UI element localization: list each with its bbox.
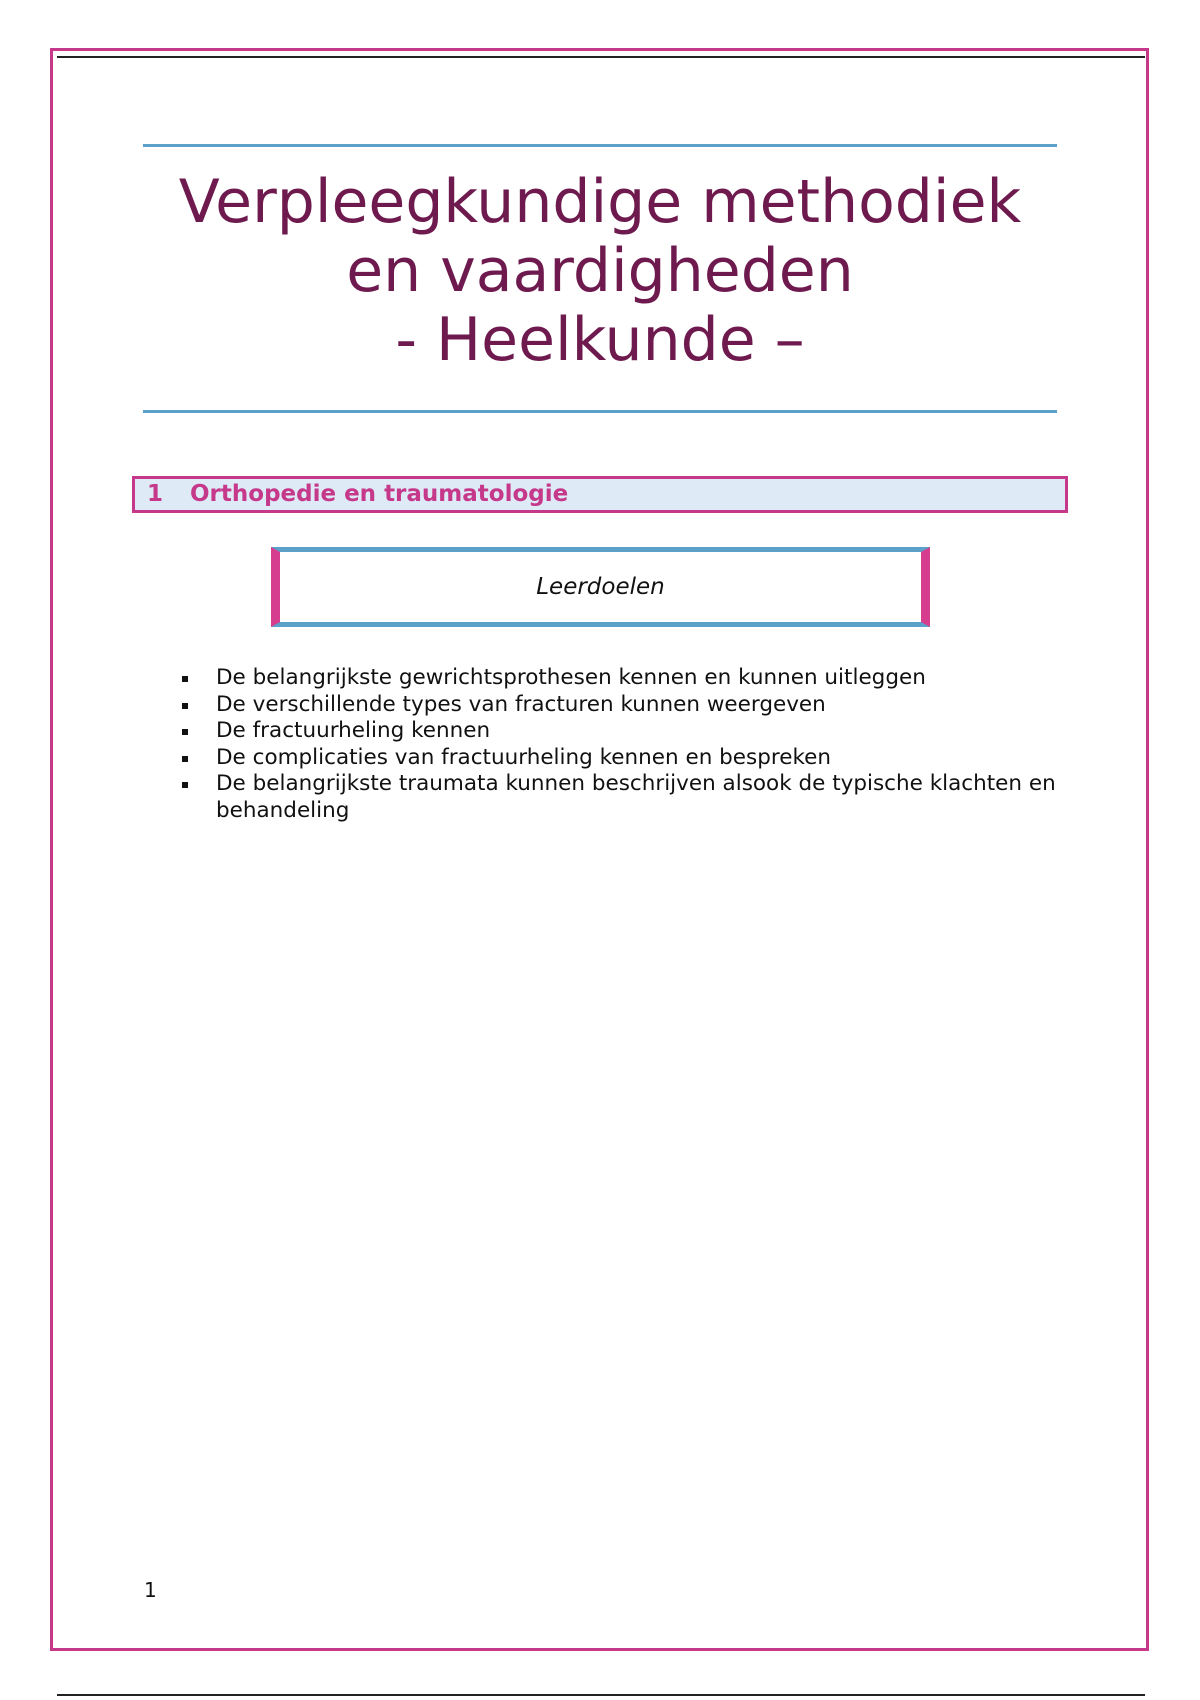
section-heading [132, 476, 1068, 513]
objectives-heading-box [271, 547, 930, 627]
header-rule [57, 56, 1145, 58]
title-line-3: - Heelkunde – [395, 305, 805, 375]
title-line-1: Verpleegkundige methodiek [178, 167, 1022, 237]
section-title: Orthopedie en traumatologie [190, 481, 569, 507]
list-item-text: De belangrijkste gewrichtsprothesen kennen en kunnen uitleggen [216, 665, 926, 690]
list-item-text: De complicaties van fractuurheling kennen en bespreken [216, 744, 832, 770]
next-page-rule [57, 1694, 1145, 1696]
document-title [143, 168, 1057, 375]
square-bullet-icon [182, 782, 188, 788]
square-bullet-icon [182, 676, 188, 682]
list-item-text: De fractuurheling kennen [216, 718, 491, 743]
objectives-list [180, 665, 1060, 824]
square-bullet-icon [182, 703, 188, 709]
list-item-text: De belangrijkste traumata kunnen beschrijven alsook de typische klachten en behandeling [216, 771, 1056, 823]
list-item [180, 745, 1060, 772]
list-item [180, 665, 1060, 692]
title-rule-bottom [143, 410, 1057, 413]
list-item-text: De verschillende types van fracturen kunnen weergeven [216, 691, 826, 717]
list-item [180, 771, 1060, 824]
title-line-2: en vaardigheden [346, 236, 854, 306]
list-item [180, 718, 1060, 745]
section-number: 1 [147, 481, 164, 507]
objectives-heading: Leerdoelen [536, 574, 665, 600]
list-item [180, 692, 1060, 719]
square-bullet-icon [182, 756, 188, 762]
square-bullet-icon [182, 729, 188, 735]
page-number: 1 [144, 1578, 157, 1602]
title-rule-top [143, 144, 1057, 147]
